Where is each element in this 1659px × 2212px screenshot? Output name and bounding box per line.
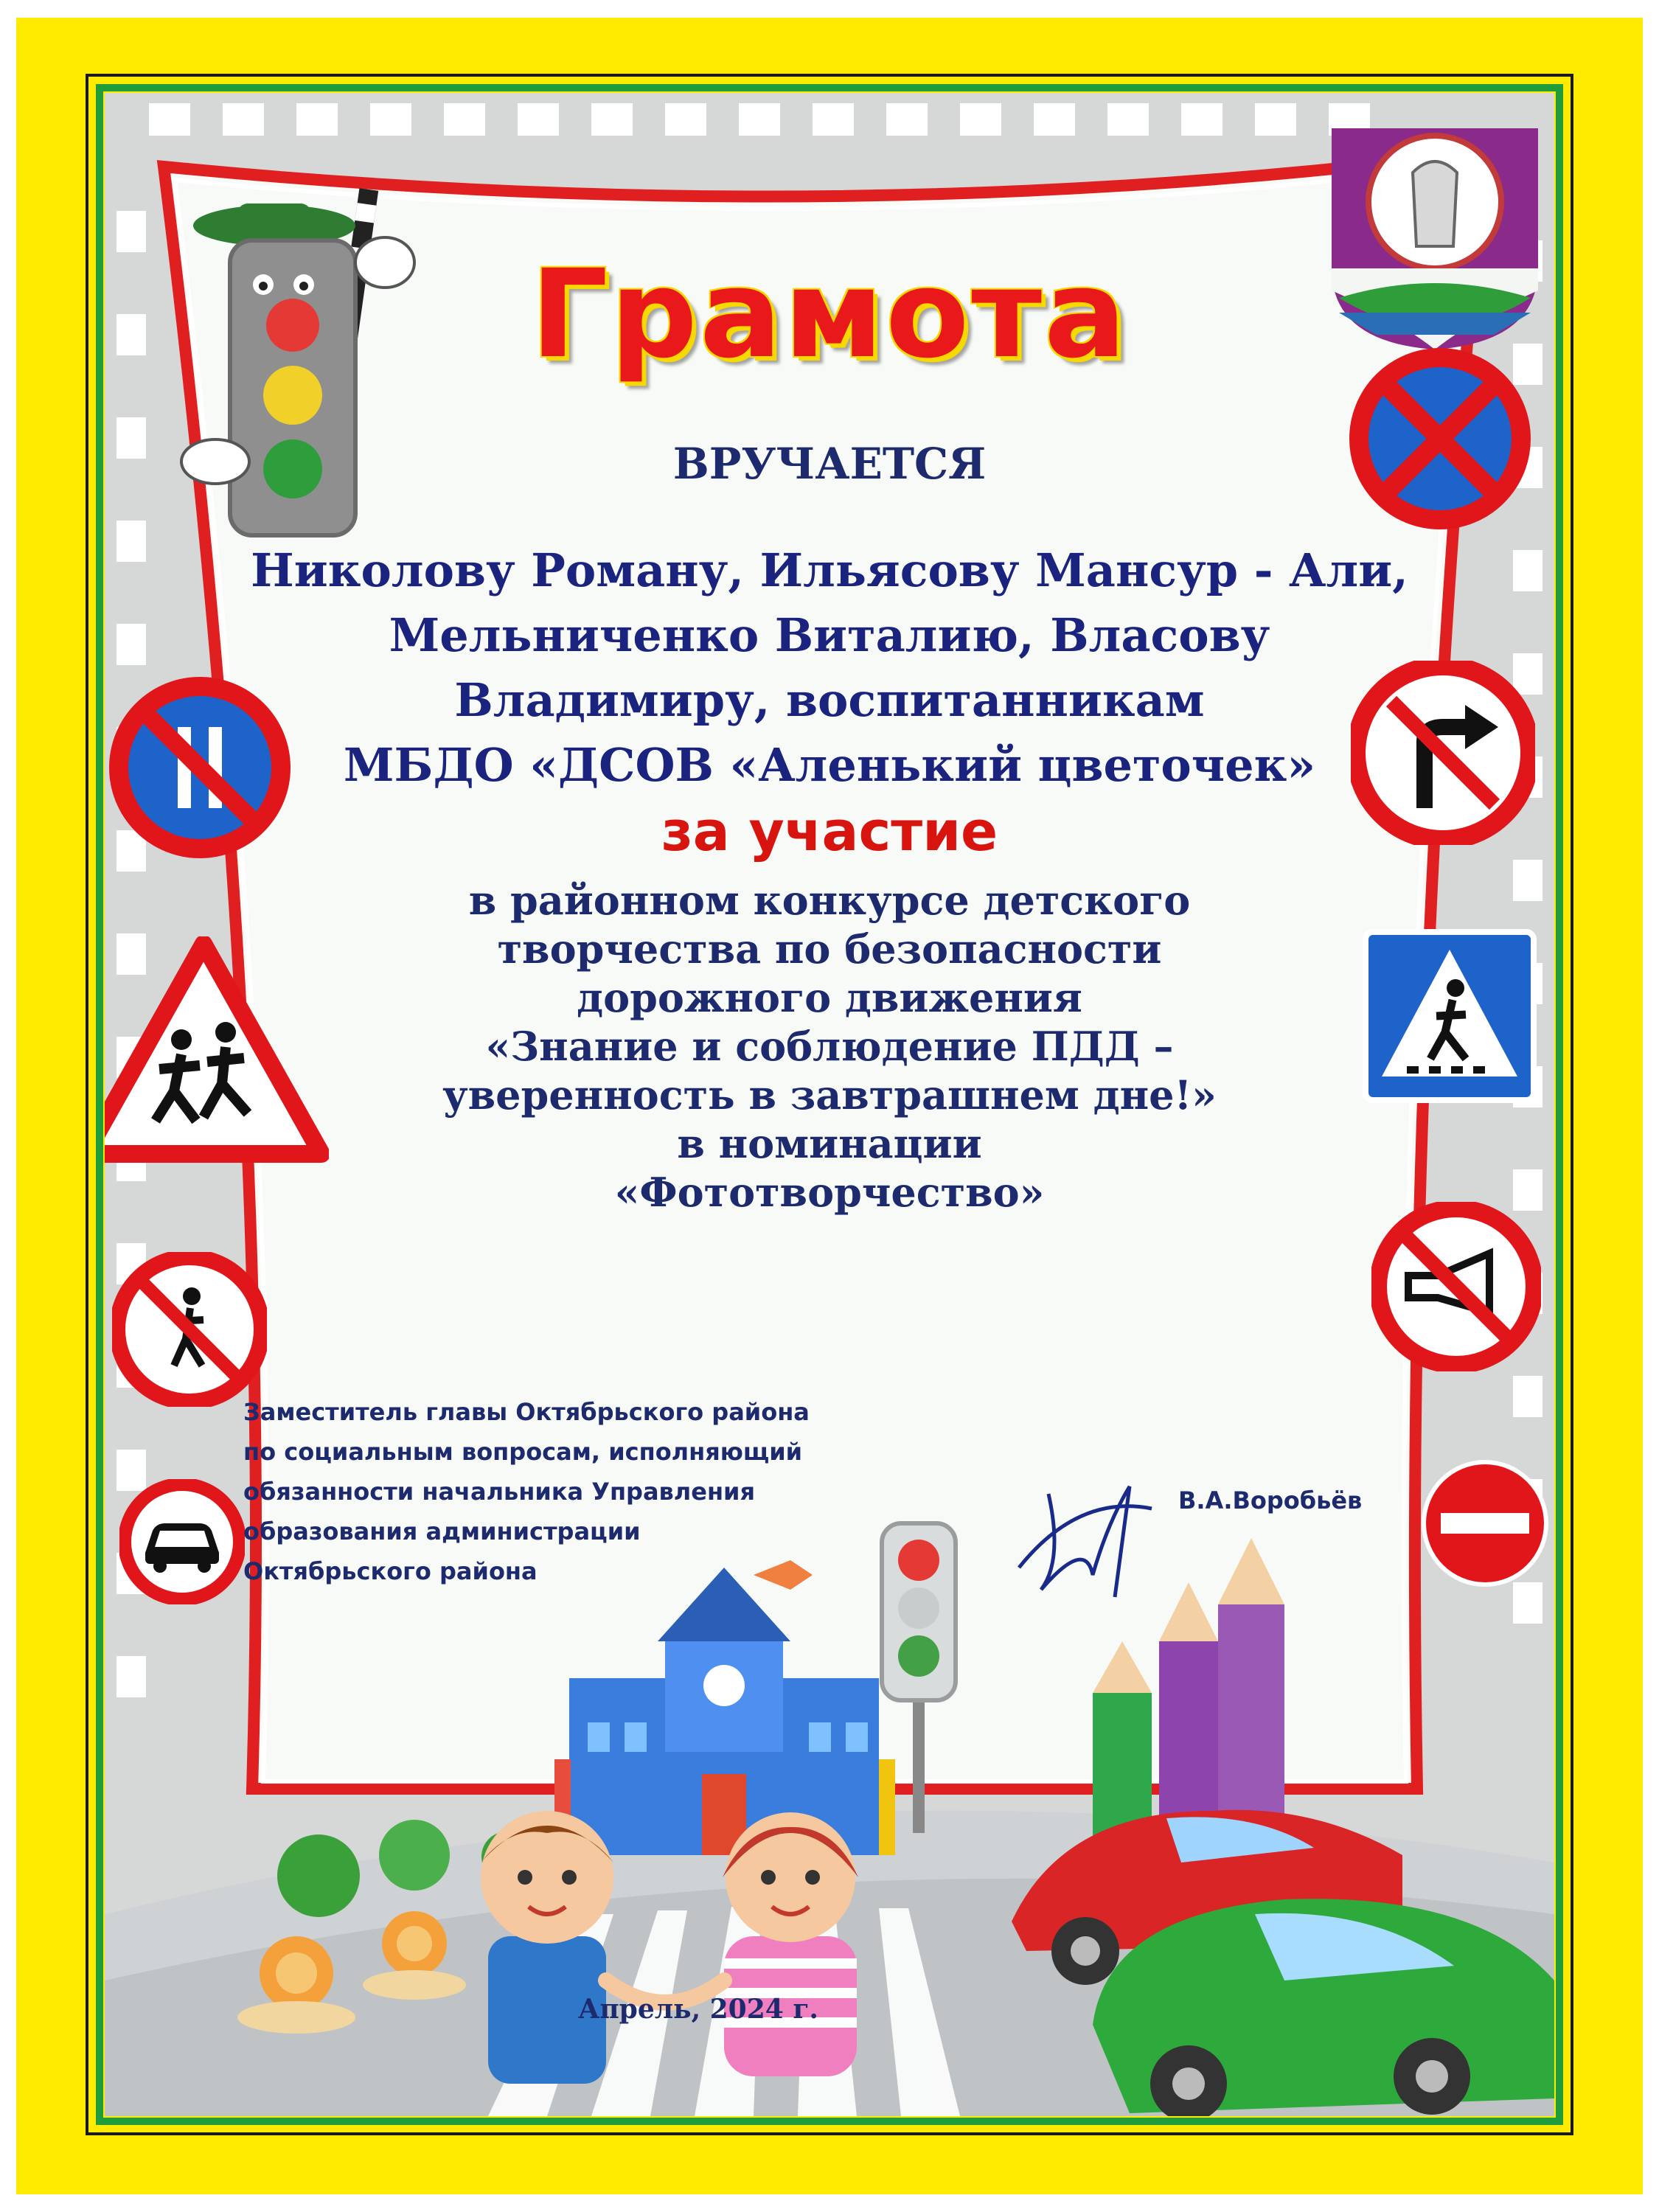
green-car-icon [1093, 1899, 1554, 2116]
no-entry-sign-icon [1419, 1457, 1551, 1590]
recipients-line: Мельниченко Виталию, Власову [389, 608, 1270, 662]
contest-line: творчества по безопасности [497, 925, 1162, 973]
contest-line: уверенность в завтрашнем дне!» [442, 1071, 1217, 1119]
contest-line: в районном конкурсе детского [468, 877, 1191, 924]
issue-date: Апрель, 2024 г. [578, 1994, 818, 2025]
contest-line: дорожного движения [577, 974, 1082, 1021]
no-horn-sign-icon [1371, 1202, 1541, 1371]
no-cars-sign-icon [119, 1479, 245, 1604]
nomination-line: в номинации [677, 1120, 982, 1167]
nomination-name: «Фототворчество» [614, 1169, 1045, 1216]
recipients-line: МБДО «ДСОВ «Аленький цветочек» [343, 738, 1316, 792]
signatory-position-line: Октябрьского района [243, 1557, 538, 1585]
no-pedestrians-sign-icon [112, 1252, 267, 1407]
contest-description [0, 876, 1659, 1217]
recipients-block [0, 538, 1659, 798]
top-road-dashes [149, 103, 1370, 136]
certificate-title: Грамота [530, 243, 1129, 385]
recipients-line: Владимиру, воспитанникам [454, 673, 1205, 727]
signatory-name: В.А.Воробьёв [1178, 1486, 1363, 1514]
for-participation-heading: за участие [661, 800, 998, 863]
signatory-position-line: обязанности начальника Управления [243, 1478, 756, 1506]
contest-line: «Знание и соблюдение ПДД – [485, 1023, 1174, 1070]
signatory-position-line: по социальным вопросам, исполняющий [243, 1438, 803, 1466]
signatory-position [243, 1392, 907, 1591]
signatory-position-line: образования администрации [243, 1517, 641, 1545]
signatory-position-line: Заместитель главы Октябрьского района [243, 1398, 810, 1426]
presented-label: ВРУЧАЕТСЯ [672, 439, 987, 489]
recipients-line: Николову Роману, Ильясову Мансур - Али, [251, 543, 1408, 597]
